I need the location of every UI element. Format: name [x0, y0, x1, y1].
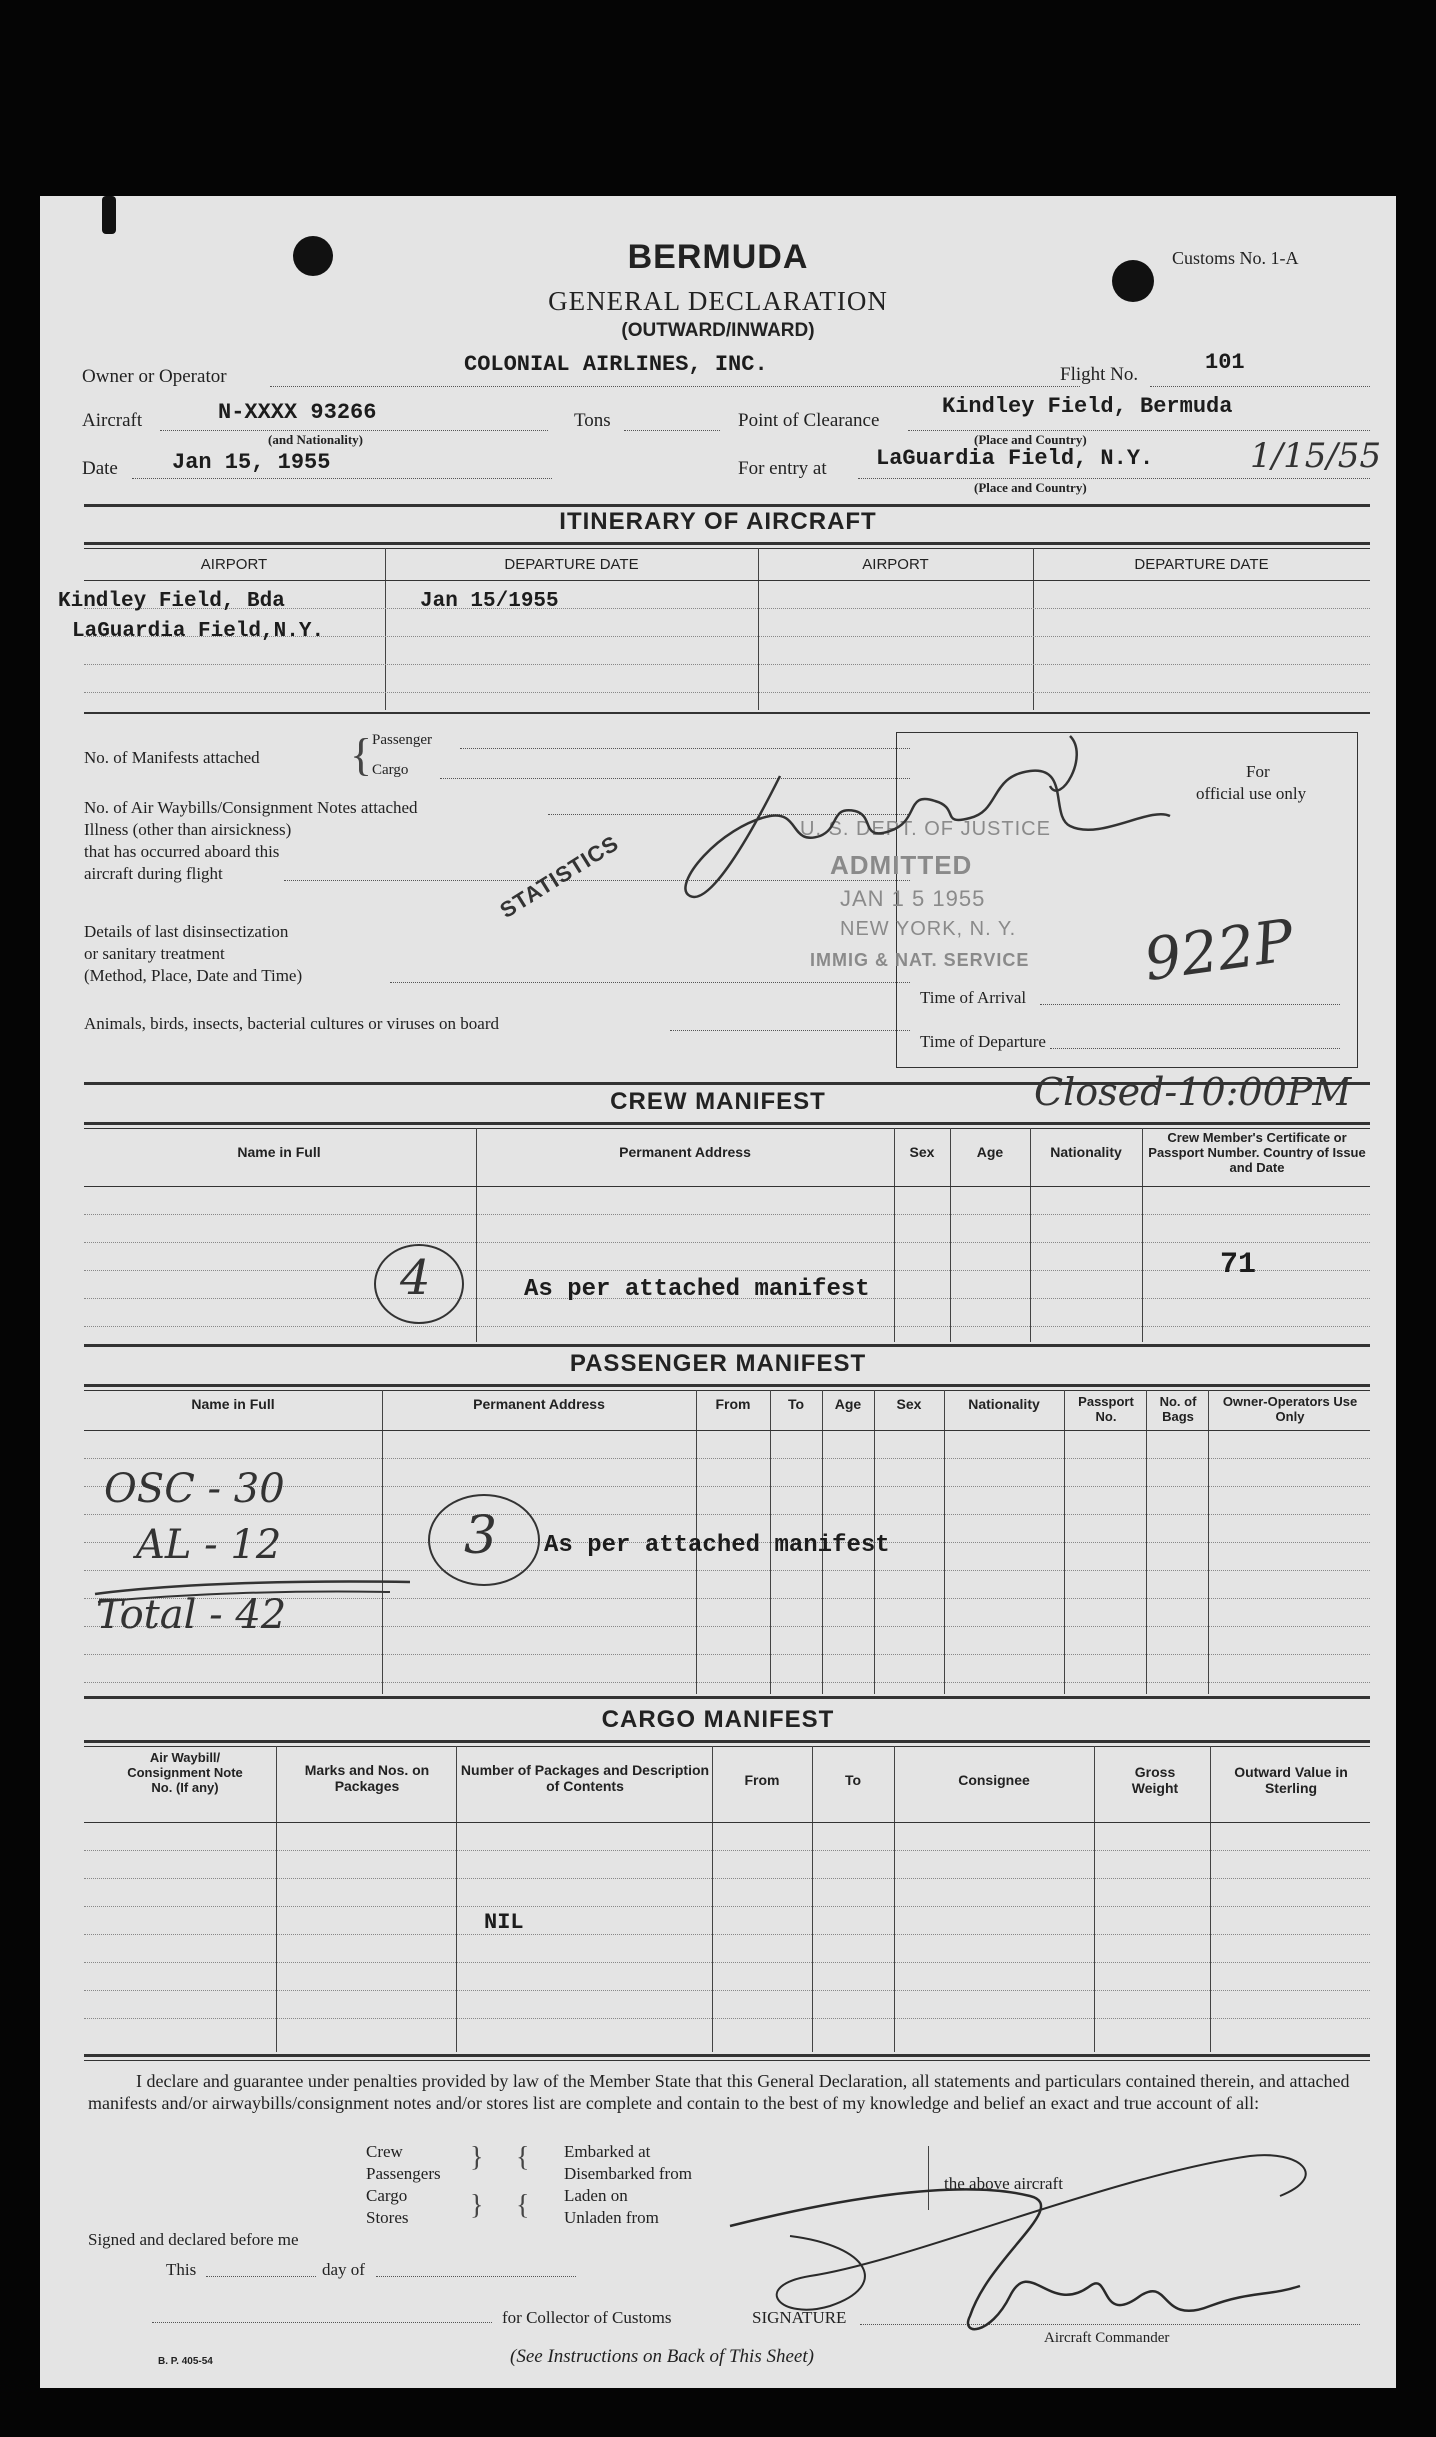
decl-passengers: Passengers — [366, 2164, 441, 2183]
cargo-row-line-2 — [84, 1878, 1370, 1879]
passenger-row-line-1 — [84, 1458, 1370, 1459]
immigration-stamp-line-4: NEW YORK, N. Y. — [840, 918, 1017, 940]
itin-row-airport: LaGuardia Field,N.Y. — [72, 620, 325, 643]
passenger-row-line-5 — [84, 1570, 1370, 1571]
decl-disembarked: Disembarked from — [564, 2164, 692, 2183]
decl-unladen: Unladen from — [564, 2208, 659, 2227]
itin-row-line-3 — [84, 664, 1370, 665]
clearance-dotline — [908, 430, 1370, 431]
pax-tally-total: Total - 42 — [96, 1592, 287, 1638]
itinerary-title: ITINERARY OF AIRCRAFT — [559, 508, 877, 535]
cargo-col-4 — [812, 1746, 813, 2052]
arrival-dotline — [1040, 1004, 1340, 1005]
illness-line-1: Illness (other than airsickness) — [84, 820, 292, 839]
date-value: Jan 15, 1955 — [172, 450, 331, 475]
crew-number: 71 — [1220, 1248, 1257, 1282]
crew-row-line-1 — [84, 1214, 1370, 1215]
tear-mark — [102, 196, 116, 234]
itinerary-bottom-rule — [84, 712, 1370, 714]
entry-dotline — [858, 478, 1370, 479]
date-dotline — [132, 478, 552, 479]
crew-title-rule — [84, 1122, 1370, 1125]
cargo-row-line-1 — [84, 1850, 1370, 1851]
day-dotline — [376, 2276, 576, 2277]
tons-dotline — [624, 430, 720, 431]
pax-header-nationality: Nationality — [968, 1396, 1040, 1412]
illness-line-2: that has occurred aboard this — [84, 842, 280, 861]
declaration-text: I declare and guarantee under penalties provided by law of the Member State that this General Declaration, all statements and particulars contained therein, and attached manifests and/or airwaybills/consignment notes and/or stores list are complete and contain to the best of my knowledge and belief an exact and true account of all: — [88, 2071, 1350, 2113]
passenger-bottom-rule — [84, 1696, 1370, 1699]
cargo-row-line-5 — [84, 1962, 1370, 1963]
manifest-brace: { — [350, 729, 373, 780]
departure-dotline — [1050, 1048, 1340, 1049]
clearance-label: Point of Clearance — [738, 410, 880, 431]
cargo-header-marks: Marks and Nos. on Packages — [304, 1762, 430, 1794]
crew-header-nationality: Nationality — [1050, 1144, 1122, 1160]
crew-header-sex: Sex — [909, 1144, 935, 1160]
decl-cargo: Cargo — [366, 2186, 408, 2205]
animals-label: Animals, birds, insects, bacterial cultures or viruses on board — [84, 1014, 499, 1033]
decl-crew: Crew — [366, 2142, 403, 2161]
pax-tally-osc: OSC - 30 — [104, 1466, 285, 1512]
cargo-header-weight: Gross Weight — [1131, 1764, 1179, 1796]
this-dotline — [206, 2276, 316, 2277]
immigration-stamp-line-2: ADMITTED — [830, 850, 973, 880]
official-use-line-1: For — [1246, 762, 1270, 781]
crew-col-3 — [950, 1128, 951, 1342]
crew-row-line-5 — [84, 1326, 1370, 1327]
passenger-row-line-3 — [84, 1514, 1370, 1515]
cargo-col-7 — [1210, 1746, 1211, 2052]
pax-header-to: To — [787, 1396, 805, 1412]
country-title: BERMUDA — [627, 238, 809, 276]
cargo-col-2 — [456, 1746, 457, 2052]
itin-row-airport: Kindley Field, Bda — [58, 590, 285, 613]
crew-header-rule — [84, 1186, 1370, 1187]
itin-header-rule — [84, 580, 1370, 581]
itinerary-title-rule — [84, 542, 1370, 545]
cargo-row-line-7 — [84, 2018, 1370, 2019]
pax-header-name: Name in Full — [191, 1396, 275, 1412]
decl-stores: Stores — [366, 2208, 409, 2227]
illness-line-3: aircraft during flight — [84, 864, 223, 883]
cargo-header-to: To — [844, 1772, 862, 1788]
pax-header-passport: Passport No. — [1078, 1394, 1134, 1424]
cargo-header-waybill: Air Waybill/ Consignment Note No. (If any) — [127, 1750, 243, 1795]
flight-dotline — [1150, 386, 1370, 387]
above-aircraft-label: the above aircraft — [944, 2174, 1063, 2193]
pax-header-address: Permanent Address — [473, 1396, 605, 1412]
crew-col-2 — [894, 1128, 895, 1342]
entry-value: LaGuardia Field, N.Y. — [876, 446, 1154, 471]
tons-label: Tons — [574, 410, 611, 431]
aircraft-note: (and Nationality) — [268, 432, 363, 447]
collector-dotline — [152, 2322, 492, 2323]
closed-note-handwritten: Closed-10:00PM — [1034, 1070, 1352, 1114]
arrival-time-handwritten: 922P — [1139, 905, 1298, 995]
passenger-row-line-9 — [84, 1682, 1370, 1683]
disinsect-line-3: (Method, Place, Date and Time) — [84, 966, 303, 985]
form-number: B. P. 405-54 — [158, 2356, 213, 2367]
cargo-col-1 — [276, 1746, 277, 2052]
itin-header-airport-1: AIRPORT — [200, 556, 268, 573]
crew-count-value: 4 — [400, 1250, 431, 1306]
day-label: day of — [322, 2260, 365, 2279]
commander-signature — [690, 2136, 1340, 2346]
instructions-note: (See Instructions on Back of This Sheet) — [510, 2346, 814, 2367]
aircraft-value: N-XXXX 93266 — [218, 400, 377, 425]
signature-label: SIGNATURE — [752, 2308, 847, 2327]
cargo-col-5 — [894, 1746, 895, 2052]
crew-col-5 — [1142, 1128, 1143, 1342]
crew-header-name: Name in Full — [237, 1144, 321, 1160]
crew-col-1 — [476, 1128, 477, 1342]
owner-value: COLONIAL AIRLINES, INC. — [464, 352, 768, 377]
crew-row-line-2 — [84, 1242, 1370, 1243]
departure-label: Time of Departure — [920, 1032, 1046, 1051]
cargo-row-line-6 — [84, 1990, 1370, 1991]
animals-dotline — [670, 1030, 910, 1031]
pax-header-age: Age — [834, 1396, 862, 1412]
collector-label: for Collector of Customs — [502, 2308, 672, 2327]
cargo-header-rule — [84, 1822, 1370, 1823]
cargo-row-line-3 — [84, 1906, 1370, 1907]
form-title: GENERAL DECLARATION — [548, 286, 888, 316]
passenger-header-rule — [84, 1430, 1370, 1431]
aircraft-dotline — [160, 430, 548, 431]
cargo-title-rule — [84, 1740, 1370, 1743]
official-signature — [630, 716, 1190, 916]
place-note-1: (Place and Country) — [974, 432, 1087, 447]
immigration-stamp-line-3: JAN 1 5 1955 — [840, 886, 986, 911]
crew-note: As per attached manifest — [524, 1276, 870, 1303]
cargo-bottom-rule-2 — [84, 2060, 1370, 2061]
commander-label: Aircraft Commander — [1044, 2330, 1170, 2346]
aircraft-label: Aircraft — [82, 410, 143, 431]
entry-label: For entry at — [738, 458, 827, 479]
flight-label: Flight No. — [1060, 364, 1139, 385]
signed-label: Signed and declared before me — [88, 2230, 299, 2249]
manifest-cargo-label: Cargo — [372, 762, 409, 778]
clearance-value: Kindley Field, Bermuda — [942, 394, 1233, 419]
itin-row-departure: Jan 15/1955 — [420, 590, 559, 613]
place-note-2: (Place and Country) — [974, 480, 1087, 495]
disinsect-line-1: Details of last disinsectization — [84, 922, 289, 941]
immigration-stamp-line-5: IMMIG & NAT. SERVICE — [810, 950, 1030, 970]
cargo-bottom-rule — [84, 2054, 1370, 2057]
itin-row-line-4 — [84, 692, 1370, 693]
pax-tally-al: AL - 12 — [136, 1522, 282, 1568]
itin-header-departure-2: DEPARTURE DATE — [1134, 556, 1269, 573]
passenger-title: PASSENGER MANIFEST — [569, 1350, 867, 1377]
passenger-title-rule — [84, 1384, 1370, 1387]
manifest-passenger-label: Passenger — [372, 732, 432, 748]
declaration-sheet — [40, 196, 1396, 2388]
cargo-header-consignee: Consignee — [958, 1772, 1030, 1788]
crew-bottom-rule — [84, 1344, 1370, 1347]
pax-header-sex: Sex — [896, 1396, 922, 1412]
date-label: Date — [82, 458, 118, 479]
crew-header-age: Age — [976, 1144, 1004, 1160]
decl-brace-2: } — [470, 2190, 484, 2221]
decl-brace-3: { — [516, 2142, 530, 2173]
statistics-stamp: STATISTICS — [495, 830, 624, 923]
official-use-line-2: official use only — [1196, 784, 1307, 803]
decl-embarked: Embarked at — [564, 2142, 651, 2161]
owner-dotline — [270, 386, 1080, 387]
itinerary-title-rule-2 — [84, 548, 1370, 549]
entry-date-handwritten: 1/15/55 — [1250, 436, 1382, 476]
cargo-note: NIL — [484, 1910, 524, 1935]
immigration-stamp-line-1: U. S. DEPT. OF JUSTICE — [800, 818, 1051, 840]
form-subtitle: (OUTWARD/INWARD) — [621, 320, 815, 341]
disinsect-dotline — [390, 982, 910, 983]
cargo-row-line-4 — [84, 1934, 1370, 1935]
itin-header-airport-2: AIRPORT — [862, 556, 929, 573]
cargo-header-value: Outward Value in Sterling — [1234, 1764, 1348, 1796]
manifests-label: No. of Manifests attached — [84, 748, 260, 767]
crew-header-address: Permanent Address — [619, 1144, 751, 1160]
decl-brace-4: { — [516, 2190, 530, 2221]
cargo-col-6 — [1094, 1746, 1095, 2052]
itin-header-departure-1: DEPARTURE DATE — [504, 556, 639, 573]
crew-header-certificate: Crew Member's Certificate or Passport Number. Country of Issue and Date — [1148, 1130, 1366, 1175]
pax-header-bags: No. of Bags — [1159, 1394, 1197, 1424]
passenger-note: As per attached manifest — [544, 1532, 890, 1559]
disinsect-line-2: or sanitary treatment — [84, 944, 225, 963]
cargo-col-3 — [712, 1746, 713, 2052]
this-label: This — [166, 2260, 197, 2279]
cargo-header-packages: Number of Packages and Description of Contents — [460, 1762, 710, 1794]
decl-brace-1: } — [470, 2142, 484, 2173]
pax-header-owner-use: Owner-Operators Use Only — [1222, 1394, 1358, 1424]
itinerary-top-rule — [84, 504, 1370, 507]
crew-title: CREW MANIFEST — [610, 1088, 826, 1115]
flight-value: 101 — [1205, 350, 1245, 375]
owner-label: Owner or Operator — [82, 366, 227, 387]
passenger-row-line-8 — [84, 1654, 1370, 1655]
cargo-title: CARGO MANIFEST — [601, 1706, 835, 1733]
cargo-header-from: From — [744, 1772, 780, 1788]
crew-col-4 — [1030, 1128, 1031, 1342]
crew-row-line-3 — [84, 1270, 1370, 1271]
waybills-label: No. of Air Waybills/Consignment Notes attached — [84, 798, 418, 817]
crew-title-rule-2 — [84, 1128, 1370, 1129]
passenger-title-rule-2 — [84, 1390, 1370, 1391]
customs-number: Customs No. 1-A — [1172, 248, 1299, 268]
arrival-label: Time of Arrival — [920, 988, 1027, 1007]
pax-count-value: 3 — [464, 1506, 498, 1566]
pax-header-from: From — [715, 1396, 751, 1412]
decl-laden: Laden on — [564, 2186, 628, 2205]
